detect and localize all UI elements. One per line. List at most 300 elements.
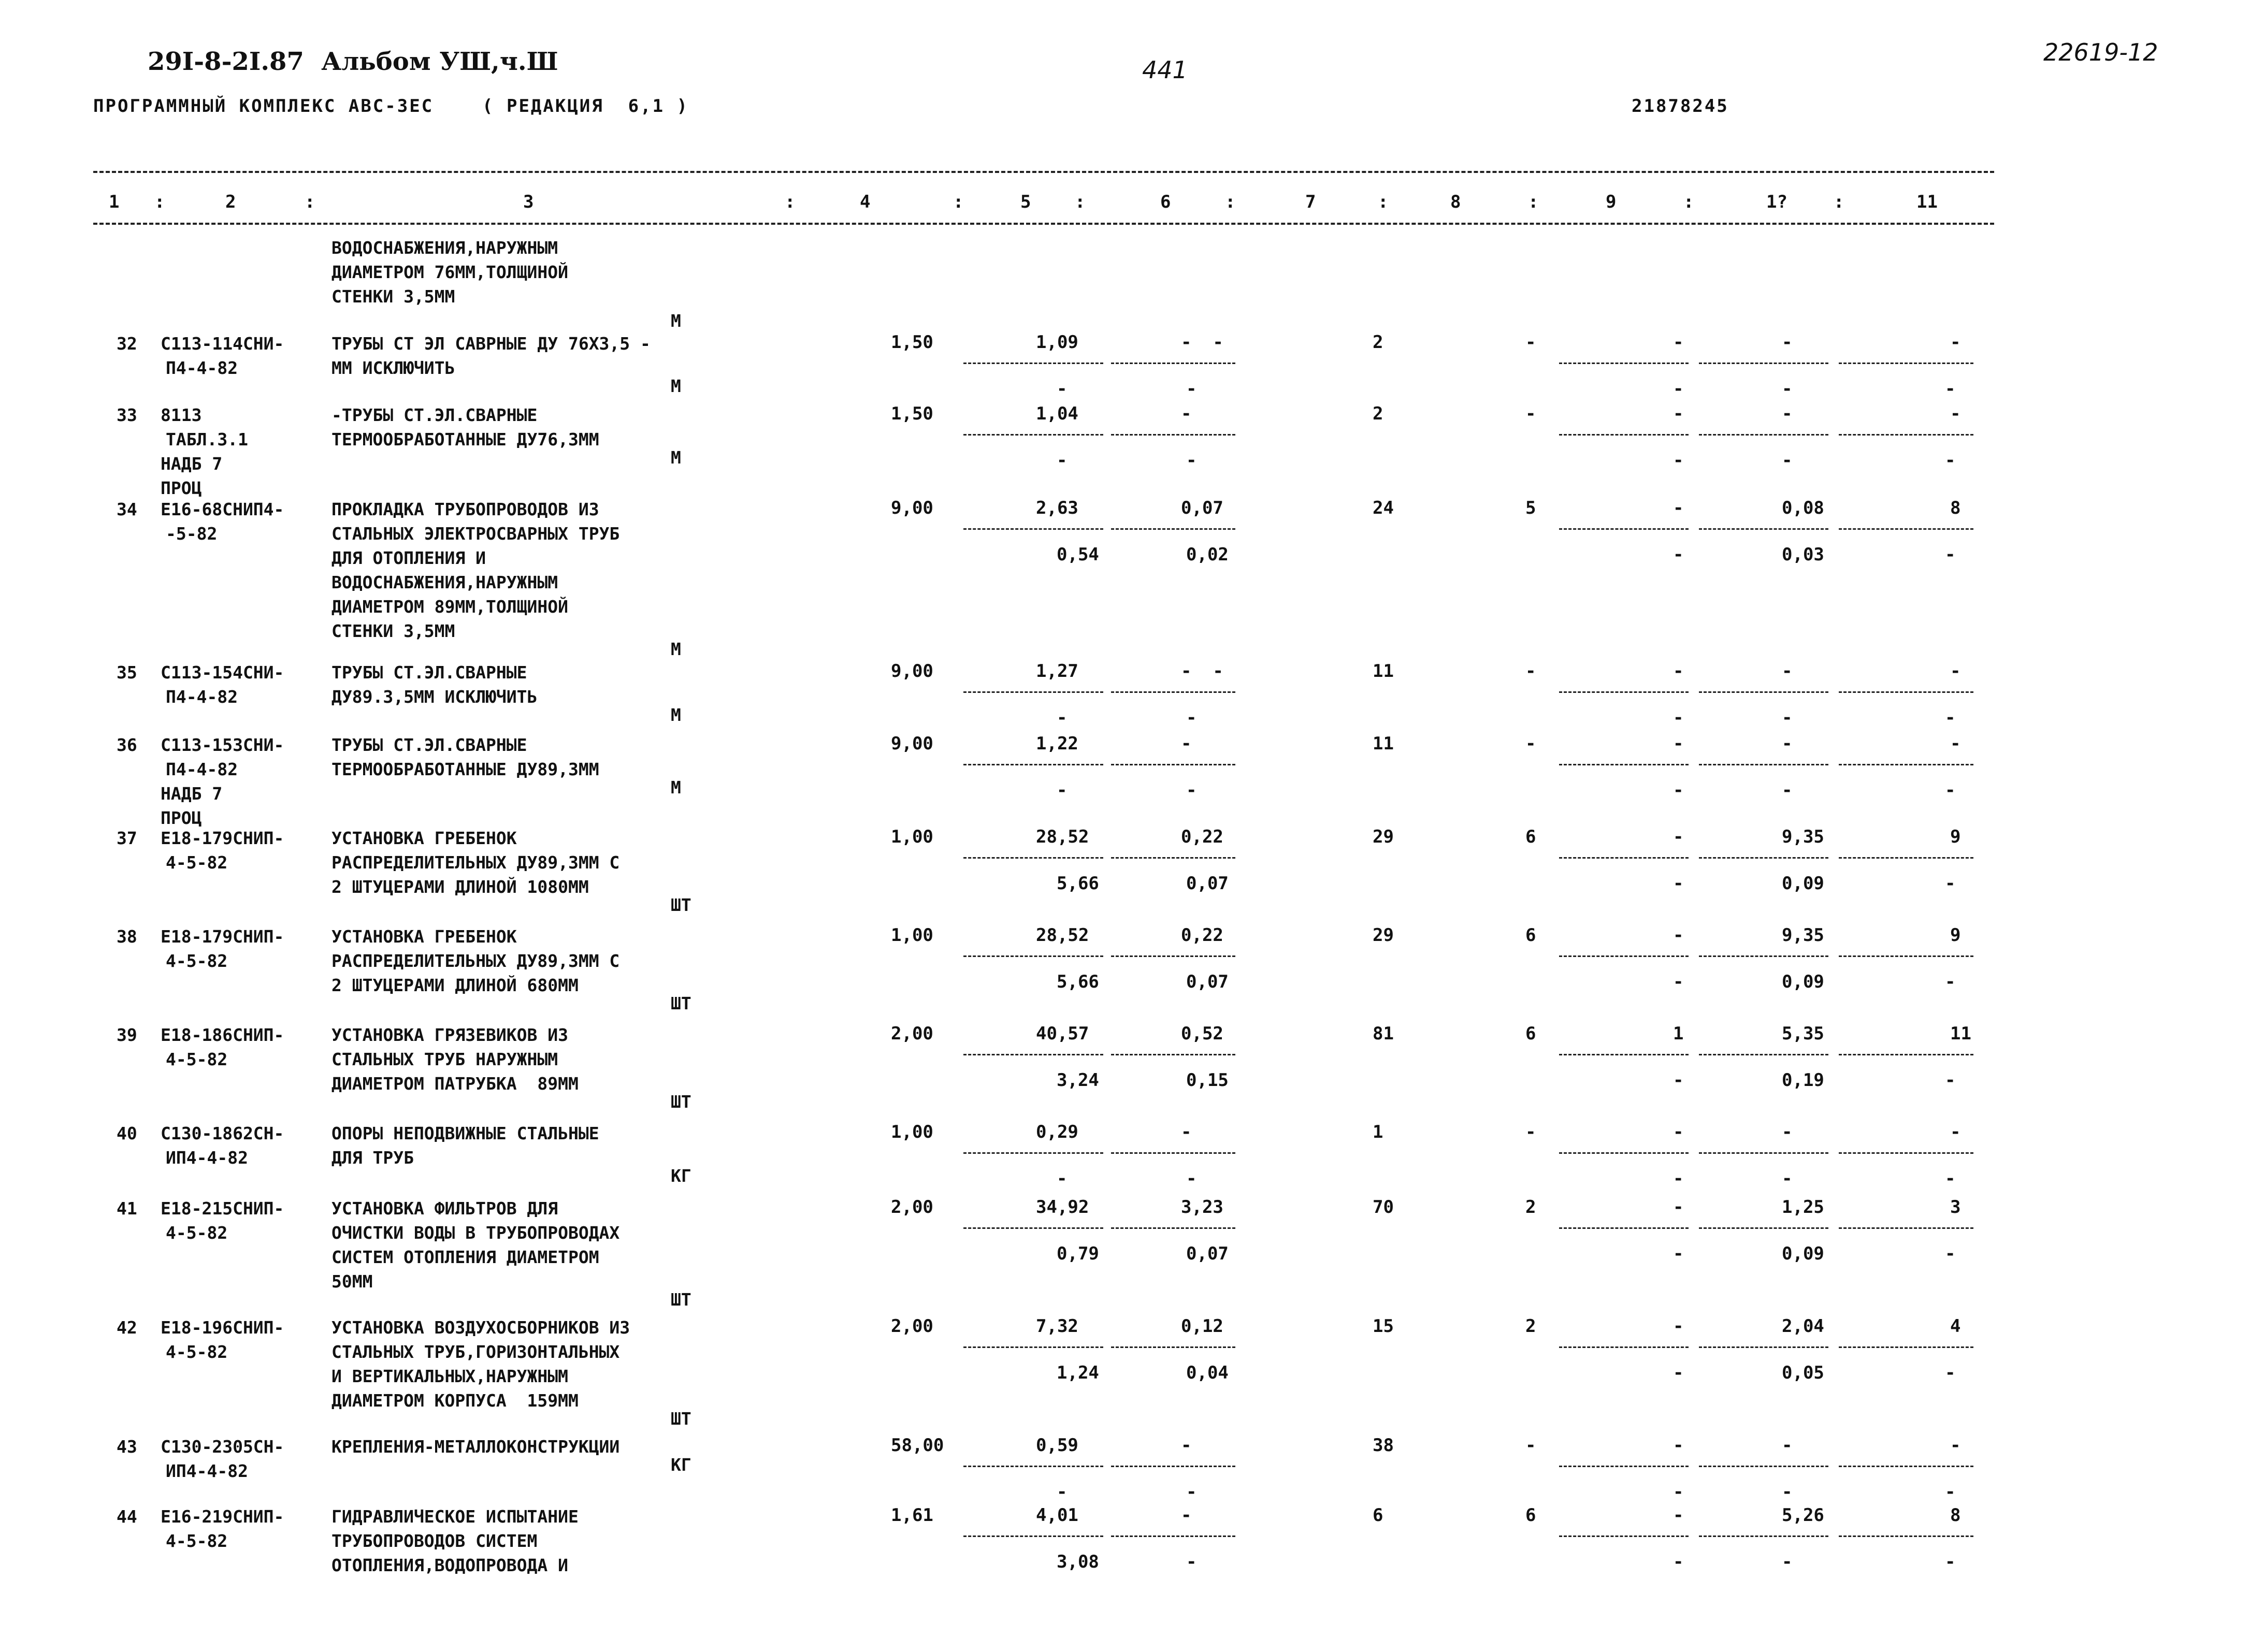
labor-total: 8 <box>1950 1505 1961 1526</box>
total-cost: 2 <box>1373 332 1383 353</box>
description-line: КРЕПЛЕНИЯ-МЕТАЛЛОКОНСТРУКЦИИ <box>331 1437 620 1457</box>
labor-unit: 9,35 <box>1782 925 1824 946</box>
description-line: УСТАНОВКА ГРЕБЕНОК <box>331 828 517 848</box>
document-code: 21878245 <box>1632 96 1729 117</box>
unit-cost: 28,52 <box>1036 827 1089 847</box>
cell-separator <box>1111 1152 1235 1154</box>
machine-wage: 0,07 <box>1186 1243 1229 1264</box>
machine-cost: - <box>1181 1435 1192 1456</box>
description-line: ОТОПЛЕНИЯ,ВОДОПРОВОДА И <box>331 1555 568 1575</box>
description-line: 2 ШТУЦЕРАМИ ДЛИНОЙ 680ММ <box>331 975 579 995</box>
cell-separator <box>1559 1227 1689 1229</box>
table-top-rule <box>93 171 1994 173</box>
total-wage: - <box>1525 733 1536 754</box>
machine-cost: - - <box>1181 332 1223 353</box>
labor-total: - <box>1950 332 1961 353</box>
cell-separator <box>1839 764 1973 765</box>
unit-cost: 7,32 <box>1036 1316 1078 1337</box>
unit-label: ШТ <box>671 993 691 1013</box>
cell-separator <box>1839 1054 1973 1055</box>
description-line: УСТАНОВКА ВОЗДУХОСБОРНИКОВ ИЗ <box>331 1317 630 1338</box>
labor-total: 9 <box>1950 925 1961 946</box>
labor-total: - <box>1950 733 1961 754</box>
total-cost: 2 <box>1373 403 1383 424</box>
unit-cost: 1,04 <box>1036 403 1078 424</box>
cell-separator <box>1699 1152 1828 1154</box>
description-line: СТАЛЬНЫХ ТРУБ НАРУЖНЫМ <box>331 1049 558 1069</box>
cell-separator <box>1111 1346 1235 1348</box>
quantity: 9,00 <box>891 498 933 518</box>
cell-separator <box>1839 1535 1973 1537</box>
unit-cost: 1,22 <box>1036 733 1078 754</box>
total-wage: 6 <box>1525 1505 1536 1526</box>
cell-separator <box>963 528 1103 530</box>
rate-code-source: П4-4-82 <box>166 759 238 779</box>
total-wage: 6 <box>1525 827 1536 847</box>
column-number: 1 <box>109 192 120 212</box>
labor-wage: - <box>1673 1070 1684 1091</box>
labor-wage: - <box>1673 1168 1684 1189</box>
description-line: ВОДОСНАБЖЕНИЯ,НАРУЖНЫМ <box>331 572 558 592</box>
description-line: СТАЛЬНЫХ ЭЛЕКТРОСВАРНЫХ ТРУБ <box>331 524 620 544</box>
unit-wage: 3,24 <box>1057 1070 1099 1091</box>
column-number: 6 <box>1160 192 1171 212</box>
description-line: 2 ШТУЦЕРАМИ ДЛИНОЙ 1080ММ <box>331 877 589 897</box>
unit-wage: - <box>1057 450 1068 471</box>
row-number: 34 <box>117 499 137 519</box>
total-cost: 11 <box>1373 661 1394 682</box>
column-number: : <box>1834 192 1844 212</box>
cell-separator <box>963 1054 1103 1055</box>
rate-code-source: 4-5-82 <box>166 1049 228 1069</box>
rate-code-source: 4-5-82 <box>166 951 228 971</box>
labor-wage: - <box>1673 972 1684 992</box>
rate-code: 8113 <box>161 405 202 425</box>
total-cost: 6 <box>1373 1505 1383 1526</box>
labor-unit: - <box>1782 403 1793 424</box>
cell-separator <box>963 1227 1103 1229</box>
unit-wage: 0,79 <box>1057 1243 1099 1264</box>
quantity: 9,00 <box>891 661 933 682</box>
quantity: 2,00 <box>891 1023 933 1044</box>
rate-code: Е18-215СНИП- <box>161 1198 284 1219</box>
labor-total-machine: - <box>1945 379 1956 399</box>
labor-total-machine: - <box>1945 1482 1956 1502</box>
row-number: 35 <box>117 662 137 683</box>
machine-cost: 0,52 <box>1181 1023 1223 1044</box>
machine-wage: - <box>1186 1552 1197 1572</box>
labor-total: 9 <box>1950 827 1961 847</box>
cell-separator <box>1699 1054 1828 1055</box>
total-cost: 81 <box>1373 1023 1394 1044</box>
labor-unit: - <box>1782 661 1793 682</box>
rate-code: Е18-186СНИП- <box>161 1025 284 1045</box>
machine-cost: - <box>1181 1122 1192 1142</box>
unit-wage: - <box>1057 707 1068 728</box>
row-number: 43 <box>117 1437 137 1457</box>
column-number: : <box>953 192 964 212</box>
labor-unit-machine: - <box>1782 707 1793 728</box>
total-wage: 6 <box>1525 1023 1536 1044</box>
page-number: 441 <box>1142 56 1188 84</box>
machine-cost: - <box>1181 733 1192 754</box>
cell-separator <box>1839 1466 1973 1467</box>
machine-wage: - <box>1186 780 1197 801</box>
labor-cost: 1 <box>1673 1023 1684 1044</box>
cell-separator <box>1559 1466 1689 1467</box>
unit-cost: 4,01 <box>1036 1505 1078 1526</box>
rate-code: Е16-219СНИП- <box>161 1506 284 1527</box>
rate-code: С113-153СНИ- <box>161 735 284 755</box>
row-number: 41 <box>117 1198 137 1219</box>
cell-separator <box>1839 691 1973 693</box>
cell-separator <box>1839 363 1973 364</box>
rate-code-source: -5-82 <box>166 524 218 544</box>
row-number: 44 <box>117 1506 137 1527</box>
column-number: 4 <box>860 192 871 212</box>
description-line: ДИАМЕТРОМ 89ММ,ТОЛЩИНОЙ <box>331 597 568 617</box>
description-line: ТЕРМООБРАБОТАННЫЕ ДУ89,3ММ <box>331 759 599 779</box>
cell-separator <box>1699 434 1828 436</box>
labor-cost: - <box>1673 332 1684 353</box>
cell-separator <box>1699 691 1828 693</box>
description-line: ОЧИСТКИ ВОДЫ В ТРУБОПРОВОДАХ <box>331 1223 620 1243</box>
description-line: ММ ИСКЛЮЧИТЬ <box>331 358 455 378</box>
description-line: УСТАНОВКА ФИЛЬТРОВ ДЛЯ <box>331 1198 558 1219</box>
total-wage: - <box>1525 1122 1536 1142</box>
labor-wage: - <box>1673 707 1684 728</box>
machine-cost: 3,23 <box>1181 1197 1223 1218</box>
labor-wage: - <box>1673 450 1684 471</box>
description-line: ДИАМЕТРОМ 76ММ,ТОЛЩИНОЙ <box>331 262 568 282</box>
cell-separator <box>1111 691 1235 693</box>
cell-separator <box>1559 1346 1689 1348</box>
column-number: 8 <box>1450 192 1461 212</box>
labor-wage: - <box>1673 780 1684 801</box>
cell-separator <box>1699 1466 1828 1467</box>
labor-unit-machine: - <box>1782 450 1793 471</box>
total-wage: 2 <box>1525 1197 1536 1218</box>
labor-unit: - <box>1782 1435 1793 1456</box>
machine-cost: 0,12 <box>1181 1316 1223 1337</box>
row-number: 37 <box>117 828 137 848</box>
description-line: РАСПРЕДЕЛИТЕЛЬНЫХ ДУ89,3ММ С <box>331 852 620 873</box>
labor-total: - <box>1950 1122 1961 1142</box>
labor-wage: - <box>1673 1243 1684 1264</box>
labor-cost: - <box>1673 733 1684 754</box>
labor-total-machine: - <box>1945 1243 1956 1264</box>
unit-wage: - <box>1057 1482 1068 1502</box>
cell-separator <box>1559 1152 1689 1154</box>
unit-wage: - <box>1057 780 1068 801</box>
description-line: ТРУБЫ СТ ЭЛ САВРНЫЕ ДУ 76Х3,5 - <box>331 334 651 354</box>
cell-separator <box>963 363 1103 364</box>
archive-code: 22619-12 <box>2043 38 2158 66</box>
labor-wage: - <box>1673 1363 1684 1383</box>
cell-separator <box>1559 1535 1689 1537</box>
labor-cost: - <box>1673 1122 1684 1142</box>
description-line: СИСТЕМ ОТОПЛЕНИЯ ДИАМЕТРОМ <box>331 1247 599 1267</box>
unit-wage: 5,66 <box>1057 873 1099 894</box>
unit-wage: 5,66 <box>1057 972 1099 992</box>
rate-code-source: 4-5-82 <box>166 1531 228 1551</box>
quantity: 2,00 <box>891 1197 933 1218</box>
column-number: 7 <box>1305 192 1316 212</box>
column-number: : <box>1528 192 1539 212</box>
quantity: 1,00 <box>891 827 933 847</box>
total-cost: 15 <box>1373 1316 1394 1337</box>
labor-total: - <box>1950 661 1961 682</box>
cell-separator <box>1111 1054 1235 1055</box>
row-number: 42 <box>117 1317 137 1338</box>
labor-unit-machine: - <box>1782 1168 1793 1189</box>
column-number: 9 <box>1606 192 1617 212</box>
column-number: : <box>785 192 796 212</box>
labor-unit-machine: - <box>1782 1482 1793 1502</box>
description-line: 50ММ <box>331 1271 373 1292</box>
labor-total: 8 <box>1950 498 1961 518</box>
description-line: СТАЛЬНЫХ ТРУБ,ГОРИЗОНТАЛЬНЫХ <box>331 1342 620 1362</box>
rate-code-source: ИП4-4-82 <box>166 1148 248 1168</box>
cell-separator <box>1699 857 1828 859</box>
labor-cost: - <box>1673 661 1684 682</box>
cell-separator <box>1559 955 1689 957</box>
description-line: ДИАМЕТРОМ КОРПУСА 159ММ <box>331 1390 579 1411</box>
cell-separator <box>1699 528 1828 530</box>
quantity: 9,00 <box>891 733 933 754</box>
rate-code-source: 4-5-82 <box>166 1342 228 1362</box>
description-line: ТРУБЫ СТ.ЭЛ.СВАРНЫЕ <box>331 735 527 755</box>
rate-code: Е18-196СНИП- <box>161 1317 284 1338</box>
description-line: СТЕНКИ 3,5ММ <box>331 621 455 641</box>
labor-unit: 9,35 <box>1782 827 1824 847</box>
cell-separator <box>963 764 1103 765</box>
labor-total-machine: - <box>1945 1363 1956 1383</box>
labor-cost: - <box>1673 1505 1684 1526</box>
labor-unit-machine: - <box>1782 780 1793 801</box>
unit-label: М <box>671 639 681 659</box>
machine-wage: 0,15 <box>1186 1070 1229 1091</box>
unit-label: М <box>671 311 681 331</box>
unit-wage: 1,24 <box>1057 1363 1099 1383</box>
labor-total: - <box>1950 403 1961 424</box>
unit-cost: 34,92 <box>1036 1197 1089 1218</box>
unit-label: ШТ <box>671 895 691 915</box>
cell-separator <box>1699 764 1828 765</box>
machine-wage: 0,02 <box>1186 544 1229 565</box>
unit-label: ШТ <box>671 1092 691 1112</box>
description-line: ВОДОСНАБЖЕНИЯ,НАРУЖНЫМ <box>331 238 558 258</box>
cell-separator <box>1111 955 1235 957</box>
description-line: РАСПРЕДЕЛИТЕЛЬНЫХ ДУ89,3ММ С <box>331 951 620 971</box>
quantity: 1,50 <box>891 403 933 424</box>
labor-cost: - <box>1673 498 1684 518</box>
column-number: 1? <box>1766 192 1787 212</box>
labor-cost: - <box>1673 925 1684 946</box>
column-number: 3 <box>523 192 534 212</box>
total-cost: 11 <box>1373 733 1394 754</box>
labor-unit-machine: 0,09 <box>1782 972 1824 992</box>
cell-separator <box>1699 955 1828 957</box>
quantity: 1,00 <box>891 925 933 946</box>
rate-code-note: ПРОЦ <box>161 478 202 498</box>
album-reference: 29I-8-2I.87 Альбом УШ,ч.Ш <box>148 47 558 76</box>
cell-separator <box>963 1535 1103 1537</box>
labor-total: 3 <box>1950 1197 1961 1218</box>
cell-separator <box>1559 528 1689 530</box>
rate-code-source: ТАБЛ.3.1 <box>166 429 248 450</box>
cell-separator <box>1839 955 1973 957</box>
cell-separator <box>1559 434 1689 436</box>
labor-unit: - <box>1782 332 1793 353</box>
unit-cost: 28,52 <box>1036 925 1089 946</box>
total-cost: 1 <box>1373 1122 1383 1142</box>
unit-wage: 0,54 <box>1057 544 1099 565</box>
rate-code: С130-1862СН- <box>161 1123 284 1143</box>
cell-separator <box>1559 857 1689 859</box>
labor-wage: - <box>1673 873 1684 894</box>
column-number: 11 <box>1916 192 1938 212</box>
cell-separator <box>1699 1227 1828 1229</box>
labor-total-machine: - <box>1945 450 1956 471</box>
unit-label: ШТ <box>671 1409 691 1429</box>
cell-separator <box>1111 1535 1235 1537</box>
row-number: 38 <box>117 926 137 947</box>
rate-code: С113-154СНИ- <box>161 662 284 683</box>
labor-unit-machine: - <box>1782 1552 1793 1572</box>
column-number: : <box>305 192 315 212</box>
rate-code-note: ПРОЦ <box>161 808 202 828</box>
cell-separator <box>1111 764 1235 765</box>
description-line: ДЛЯ ТРУБ <box>331 1148 414 1168</box>
cell-separator <box>1111 857 1235 859</box>
total-wage: - <box>1525 1435 1536 1456</box>
labor-unit: 5,26 <box>1782 1505 1824 1526</box>
row-number: 33 <box>117 405 137 425</box>
cell-separator <box>1839 1227 1973 1229</box>
unit-cost: 1,27 <box>1036 661 1078 682</box>
description-line: -ТРУБЫ СТ.ЭЛ.СВАРНЫЕ <box>331 405 538 425</box>
unit-wage: - <box>1057 1168 1068 1189</box>
labor-unit: - <box>1782 1122 1793 1142</box>
machine-wage: - <box>1186 707 1197 728</box>
cell-separator <box>1559 363 1689 364</box>
cell-separator <box>963 1346 1103 1348</box>
description-line: ПРОКЛАДКА ТРУБОПРОВОДОВ ИЗ <box>331 499 599 519</box>
machine-cost: - <box>1181 1505 1192 1526</box>
description-line: ГИДРАВЛИЧЕСКОЕ ИСПЫТАНИЕ <box>331 1506 579 1527</box>
labor-total-machine: - <box>1945 1552 1956 1572</box>
labor-wage: - <box>1673 1552 1684 1572</box>
rate-code: Е18-179СНИП- <box>161 926 284 947</box>
labor-total: 4 <box>1950 1316 1961 1337</box>
cell-separator <box>1111 363 1235 364</box>
rate-code-source: ИП4-4-82 <box>166 1461 248 1481</box>
labor-wage: - <box>1673 379 1684 399</box>
quantity: 1,61 <box>891 1505 933 1526</box>
row-number: 32 <box>117 334 137 354</box>
labor-wage: - <box>1673 544 1684 565</box>
labor-cost: - <box>1673 403 1684 424</box>
labor-total: 11 <box>1950 1023 1971 1044</box>
total-wage: - <box>1525 661 1536 682</box>
cell-separator <box>1111 1227 1235 1229</box>
cell-separator <box>1839 857 1973 859</box>
rate-code-note: НАДБ 7 <box>161 784 223 804</box>
labor-cost: - <box>1673 827 1684 847</box>
unit-cost: 2,63 <box>1036 498 1078 518</box>
quantity: 2,00 <box>891 1316 933 1337</box>
table-header-rule <box>93 223 1994 225</box>
column-number: 2 <box>225 192 236 212</box>
column-number: 5 <box>1020 192 1031 212</box>
total-cost: 29 <box>1373 925 1394 946</box>
unit-label: КГ <box>671 1455 691 1475</box>
unit-label: М <box>671 705 681 725</box>
rate-code: С113-114СНИ- <box>161 334 284 354</box>
rate-code-source: 4-5-82 <box>166 852 228 873</box>
unit-label: М <box>671 376 681 396</box>
machine-wage: 0,07 <box>1186 972 1229 992</box>
labor-unit: 2,04 <box>1782 1316 1824 1337</box>
cell-separator <box>1699 1535 1828 1537</box>
cell-separator <box>1559 1054 1689 1055</box>
cell-separator <box>963 955 1103 957</box>
cell-separator <box>963 691 1103 693</box>
machine-wage: - <box>1186 450 1197 471</box>
total-wage: - <box>1525 403 1536 424</box>
quantity: 1,00 <box>891 1122 933 1142</box>
cell-separator <box>1699 363 1828 364</box>
quantity: 1,50 <box>891 332 933 353</box>
column-number: : <box>1225 192 1236 212</box>
labor-cost: - <box>1673 1197 1684 1218</box>
labor-unit-machine: 0,05 <box>1782 1363 1824 1383</box>
rate-code-source: П4-4-82 <box>166 358 238 378</box>
cell-separator <box>1839 1152 1973 1154</box>
description-line: УСТАНОВКА ГРЕБЕНОК <box>331 926 517 947</box>
unit-cost: 1,09 <box>1036 332 1078 353</box>
total-cost: 70 <box>1373 1197 1394 1218</box>
labor-unit: 1,25 <box>1782 1197 1824 1218</box>
total-wage: 6 <box>1525 925 1536 946</box>
description-line: ДЛЯ ОТОПЛЕНИЯ И <box>331 548 486 568</box>
labor-cost: - <box>1673 1435 1684 1456</box>
unit-label: М <box>671 447 681 468</box>
labor-total-machine: - <box>1945 1070 1956 1091</box>
unit-label: ШТ <box>671 1289 691 1310</box>
cell-separator <box>1839 528 1973 530</box>
machine-cost: 0,22 <box>1181 925 1223 946</box>
description-line: УСТАНОВКА ГРЯЗЕВИКОВ ИЗ <box>331 1025 568 1045</box>
labor-unit-machine: - <box>1782 379 1793 399</box>
machine-wage: 0,07 <box>1186 873 1229 894</box>
cell-separator <box>1559 764 1689 765</box>
total-wage: 5 <box>1525 498 1536 518</box>
unit-label: М <box>671 777 681 798</box>
description-line: И ВЕРТИКАЛЬНЫХ,НАРУЖНЫМ <box>331 1366 568 1386</box>
labor-total-machine: - <box>1945 1168 1956 1189</box>
program-title: ПРОГРАММНЫЙ КОМПЛЕКС АВС-ЗЕС ( РЕДАКЦИЯ 6,1 ) <box>93 96 689 117</box>
row-number: 40 <box>117 1123 137 1143</box>
cell-separator <box>1839 1346 1973 1348</box>
machine-cost: 0,22 <box>1181 827 1223 847</box>
total-cost: 24 <box>1373 498 1394 518</box>
unit-cost: 0,59 <box>1036 1435 1078 1456</box>
total-cost: 38 <box>1373 1435 1394 1456</box>
cell-separator <box>963 434 1103 436</box>
description-line: СТЕНКИ 3,5ММ <box>331 286 455 307</box>
